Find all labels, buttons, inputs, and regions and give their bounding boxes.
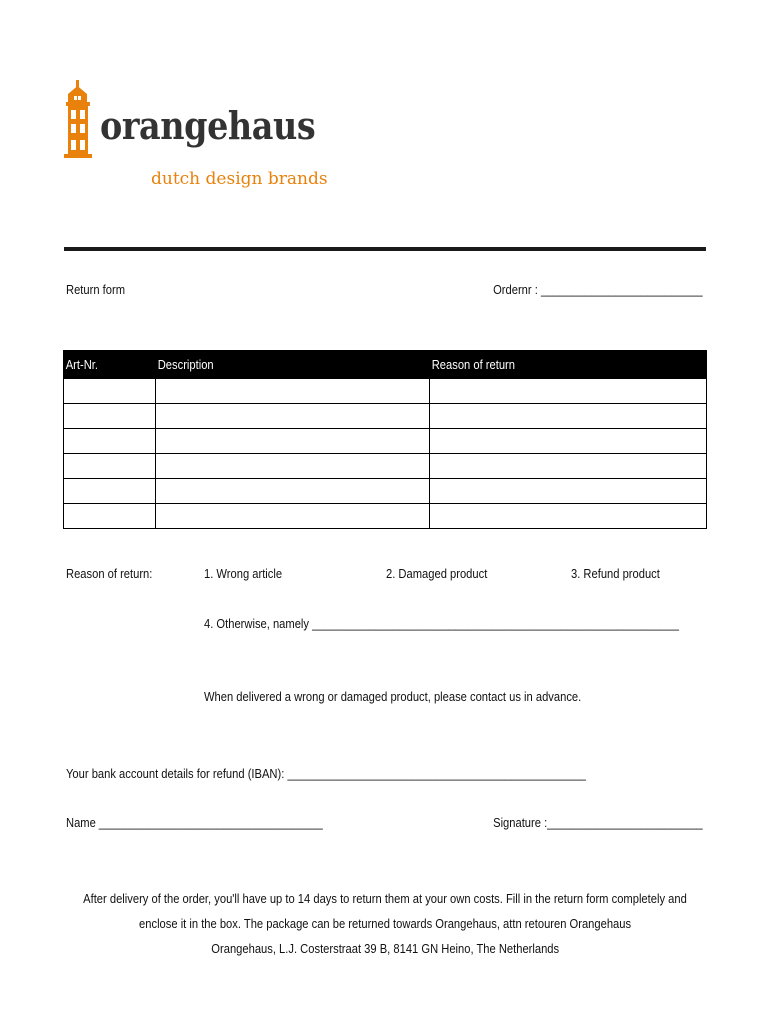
column-header-art-nr: Art-Nr.: [64, 351, 156, 379]
footer-line-3-wrap: [0, 940, 770, 958]
order-number-field[interactable]: Ordernr : __________________________: [493, 282, 703, 297]
description-cell[interactable]: [156, 479, 430, 504]
table-row: [64, 504, 707, 529]
table-row: [64, 429, 707, 454]
reason-label: Reason of return:: [66, 566, 153, 581]
reason-option-wrong-article[interactable]: 1. Wrong article: [204, 566, 283, 581]
footer-line-2: enclose it in the box. The package can be returned towards Orangehaus, attn retouren Orangehaus: [138, 916, 632, 931]
advance-contact-notice: When delivered a wrong or damaged product, please contact us in advance.: [204, 689, 582, 704]
table-row: [64, 454, 707, 479]
footer-instructions: [0, 890, 770, 908]
brand-wordmark: orangehaus: [100, 103, 316, 148]
table-row: [64, 379, 707, 404]
iban-field[interactable]: Your bank account details for refund (IBAN): ________________________________________________: [66, 766, 586, 781]
column-header-reason: Reason of return: [430, 351, 707, 379]
reason-cell[interactable]: [430, 454, 707, 479]
reason-cell[interactable]: [430, 404, 707, 429]
art-nr-cell[interactable]: [64, 429, 156, 454]
reason-cell[interactable]: [430, 379, 707, 404]
table-row: [64, 404, 707, 429]
return-items-table: [63, 350, 707, 529]
canal-house-icon: [64, 80, 94, 158]
description-cell[interactable]: [156, 404, 430, 429]
footer-line-2-wrap: [0, 915, 770, 933]
description-cell[interactable]: [156, 429, 430, 454]
header-divider: [64, 247, 706, 251]
reason-option-otherwise[interactable]: 4. Otherwise, namely ___________________________________________________________: [204, 616, 679, 631]
reason-cell[interactable]: [430, 504, 707, 529]
name-field[interactable]: Name ____________________________________: [66, 815, 323, 830]
table-row: [64, 479, 707, 504]
form-title: Return form: [66, 282, 126, 297]
description-cell[interactable]: [156, 504, 430, 529]
brand-tagline: dutch design brands: [151, 169, 328, 189]
description-cell[interactable]: [156, 454, 430, 479]
art-nr-cell[interactable]: [64, 479, 156, 504]
reason-option-refund-product[interactable]: 3. Refund product: [571, 566, 660, 581]
footer-address: Orangehaus, L.J. Costerstraat 39 B, 8141 GN Heino, The Netherlands: [211, 941, 559, 956]
art-nr-cell[interactable]: [64, 404, 156, 429]
footer-line-1: After delivery of the order, you'll have up to 14 days to return them at your own costs. Fill in the return form completely and: [83, 891, 687, 906]
column-header-description: Description: [156, 351, 430, 379]
reason-cell[interactable]: [430, 479, 707, 504]
table-header-row: [64, 351, 707, 379]
description-cell[interactable]: [156, 379, 430, 404]
art-nr-cell[interactable]: [64, 454, 156, 479]
signature-field[interactable]: Signature :_________________________: [493, 815, 703, 830]
reason-cell[interactable]: [430, 429, 707, 454]
reason-option-damaged-product[interactable]: 2. Damaged product: [386, 566, 488, 581]
art-nr-cell[interactable]: [64, 379, 156, 404]
art-nr-cell[interactable]: [64, 504, 156, 529]
